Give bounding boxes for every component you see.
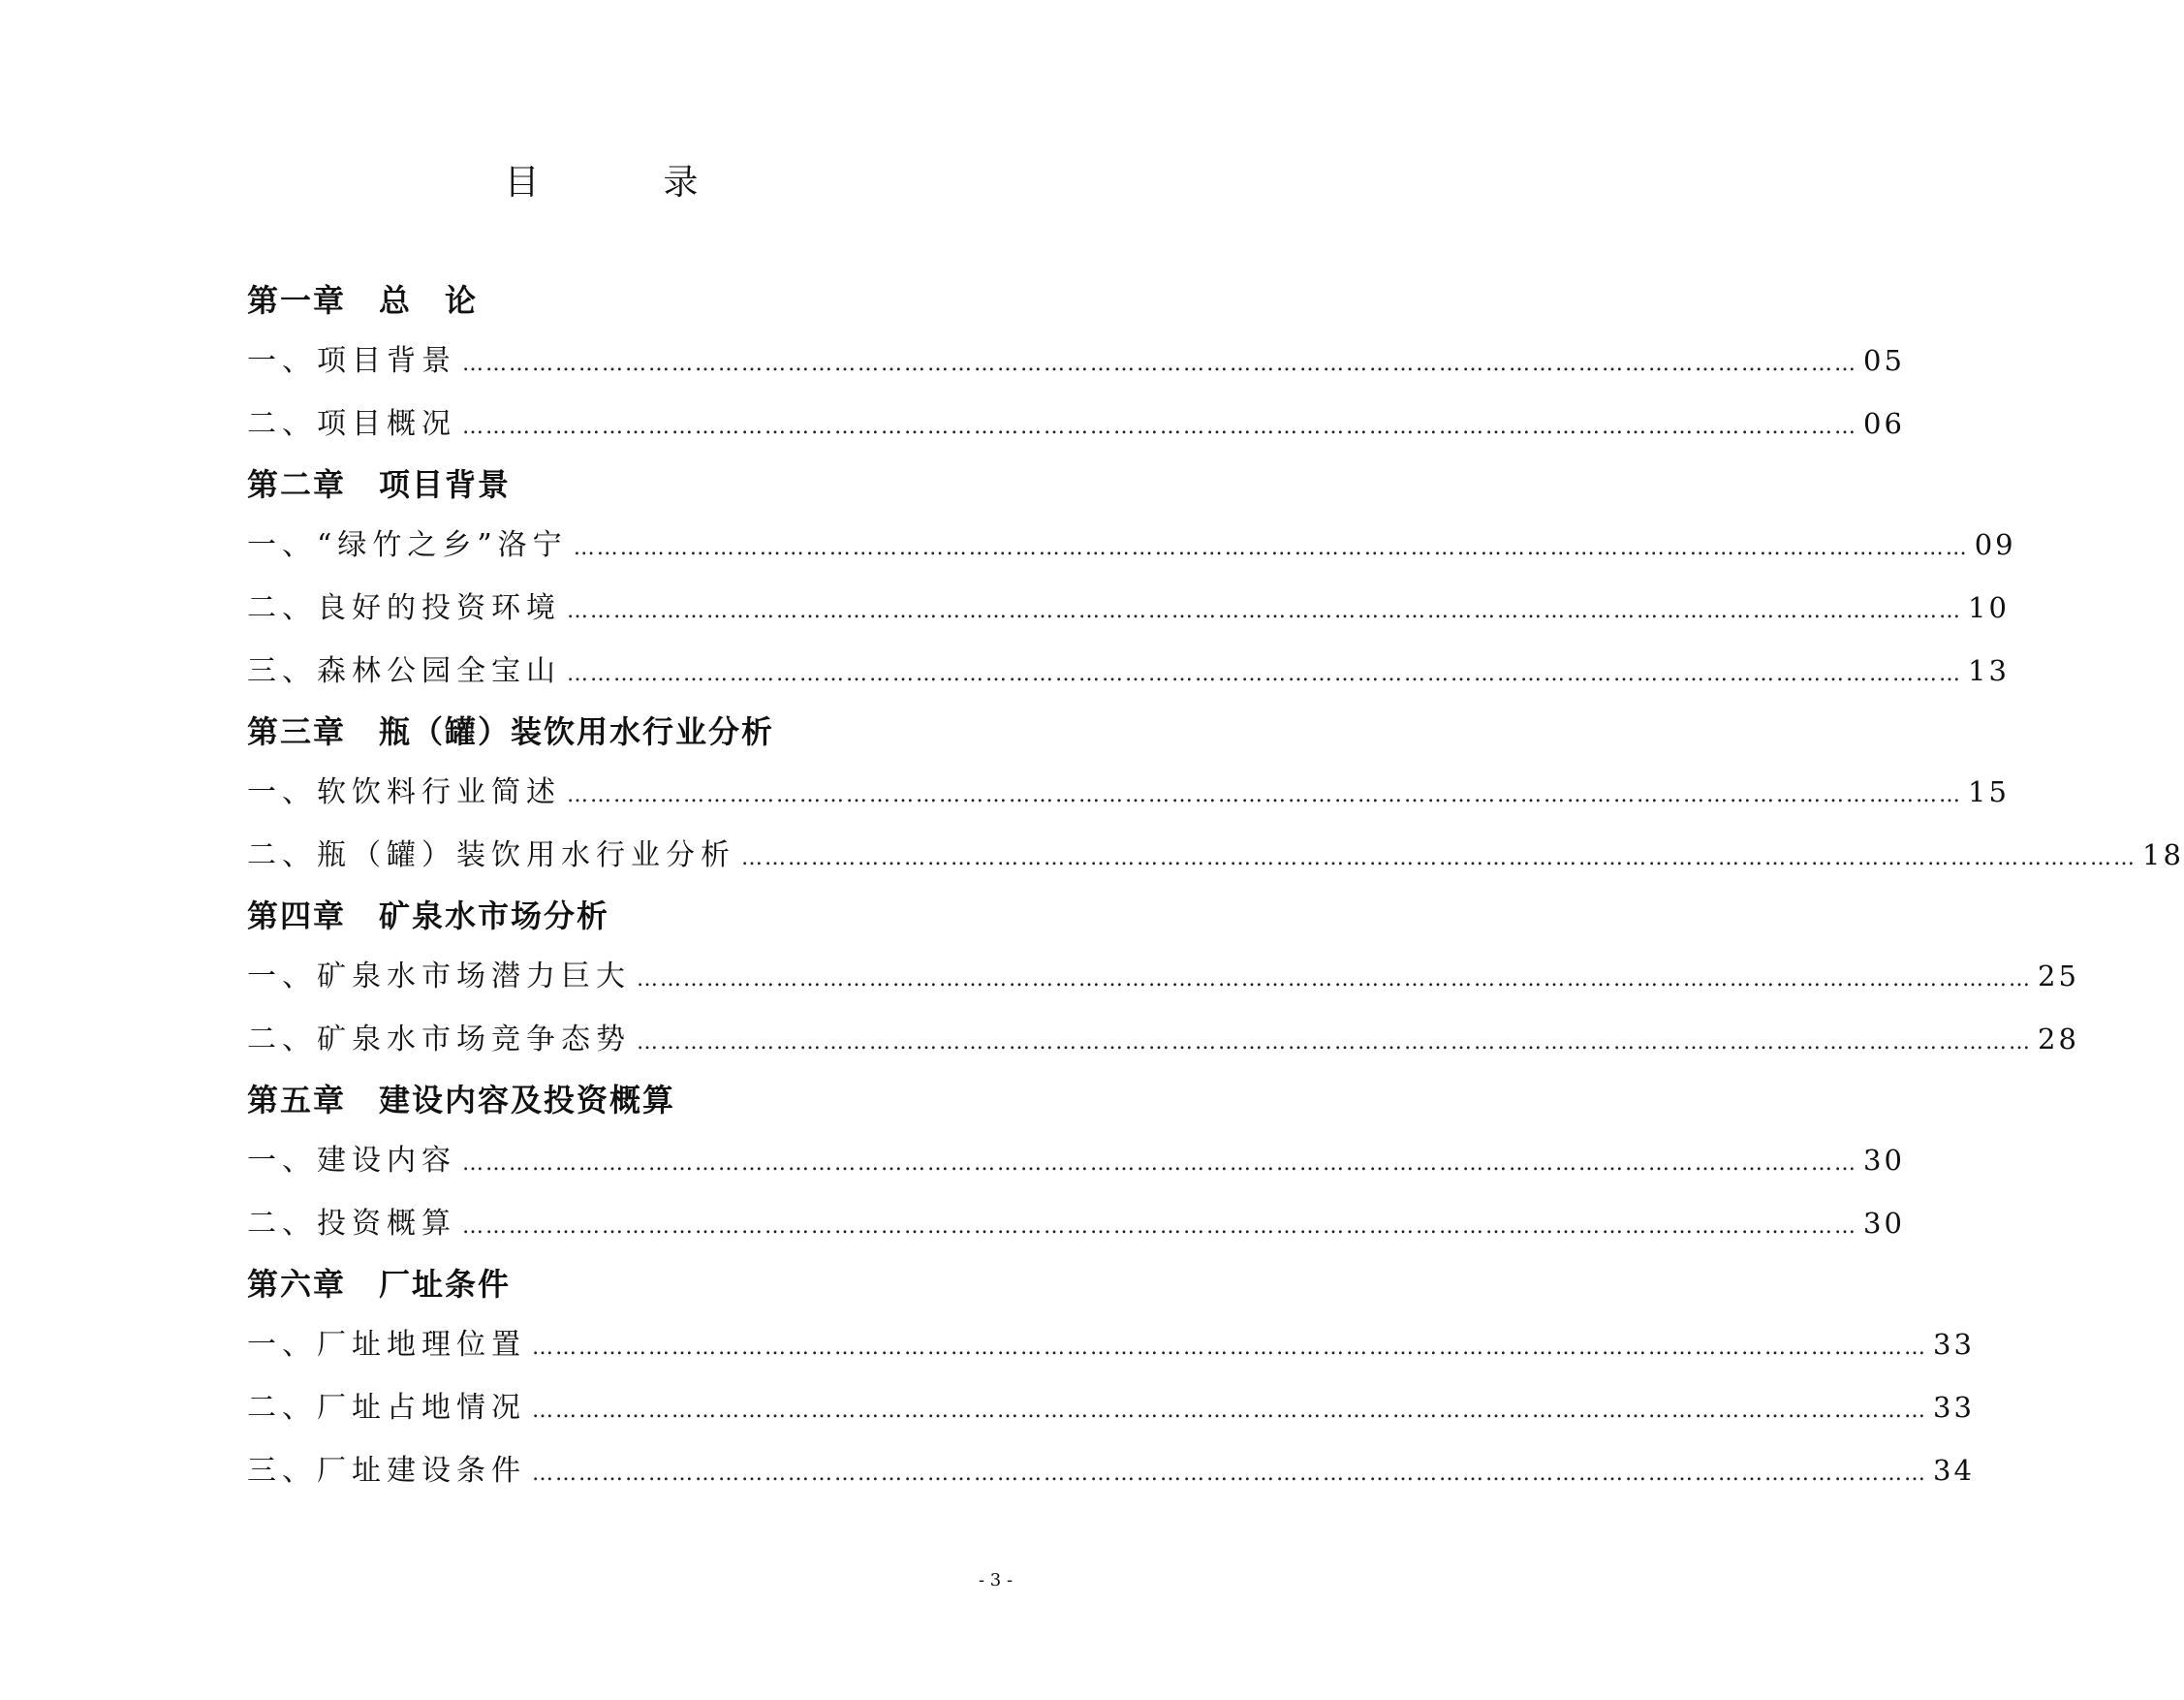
toc-entry-page: 28: [2038, 1023, 2079, 1055]
toc-entry-label: 一、建设内容: [247, 1144, 456, 1178]
toc-entry-page: 18: [2142, 838, 2184, 871]
toc-entry-label: 一、“绿竹之乡”洛宁: [247, 528, 568, 562]
dot-leader: ………………………………………………………………………………………………………………………………………………………………: [462, 1151, 1857, 1176]
dot-leader: ………………………………………………………………………………………………………………………………………………………………: [462, 352, 1857, 376]
dot-leader: ………………………………………………………………………………………………………………………………………………………………: [462, 415, 1857, 439]
chapter-heading: 第一章 总 论: [247, 282, 479, 319]
toc-entry-page: 10: [1968, 591, 2010, 624]
toc-entry[interactable]: [247, 1313, 1975, 1376]
toc-entry[interactable]: [247, 330, 1905, 393]
dot-leader: ………………………………………………………………………………………………………………………………………………………………: [637, 967, 2032, 992]
toc-entry[interactable]: [247, 1439, 1975, 1502]
toc-entry-page: 13: [1968, 654, 2010, 687]
toc-entry[interactable]: [247, 1376, 1975, 1439]
toc-entry-label: 一、矿泉水市场潜力巨大: [247, 960, 631, 993]
dot-leader: ………………………………………………………………………………………………………………………………………………………………: [567, 783, 1962, 807]
toc-entry-label: 二、项目概况: [247, 407, 456, 441]
toc-entry[interactable]: [247, 577, 2010, 640]
toc-entry-page: 30: [1863, 1207, 1905, 1240]
toc-entry-label: 一、项目背景: [247, 344, 456, 378]
toc-entry[interactable]: [247, 824, 2184, 887]
chapter-heading: 第六章 厂址条件: [247, 1266, 512, 1303]
toc-entry-page: 30: [1863, 1144, 1905, 1177]
toc-entry-label: 一、厂址地理位置: [247, 1328, 526, 1362]
toc-entry-label: 三、森林公园全宝山: [247, 654, 561, 688]
toc-entry[interactable]: [247, 1129, 1905, 1192]
toc-entry-label: 三、厂址建设条件: [247, 1454, 526, 1488]
toc-entry[interactable]: [247, 945, 2079, 1008]
page-title: 目 录: [504, 163, 743, 203]
toc-entry-page: 33: [1933, 1391, 1975, 1424]
dot-leader: ………………………………………………………………………………………………………………………………………………………………: [637, 1030, 2032, 1055]
dot-leader: ………………………………………………………………………………………………………………………………………………………………: [567, 599, 1962, 623]
toc-entry-page: 15: [1968, 775, 2010, 808]
toc-entry-page: 09: [1974, 528, 2016, 561]
toc-entry-label: 二、厂址占地情况: [247, 1391, 526, 1425]
chapter-heading: 第四章 矿泉水市场分析: [247, 897, 610, 934]
toc-entry-label: 一、软饮料行业简述: [247, 775, 561, 809]
toc-entry-label: 二、良好的投资环境: [247, 591, 561, 625]
toc-entry[interactable]: [247, 1192, 1905, 1255]
dot-leader: ………………………………………………………………………………………………………………………………………………………………: [532, 1336, 1927, 1360]
toc-entry[interactable]: [247, 393, 1905, 456]
toc-entry-label: 二、矿泉水市场竞争态势: [247, 1023, 631, 1056]
toc-entry[interactable]: [247, 1008, 2079, 1071]
toc-entry[interactable]: [247, 514, 2016, 577]
dot-leader: ………………………………………………………………………………………………………………………………………………………………: [532, 1462, 1927, 1486]
toc-entry[interactable]: [247, 640, 2010, 703]
dot-leader: ………………………………………………………………………………………………………………………………………………………………: [573, 536, 1969, 560]
toc-entry-page: 06: [1863, 407, 1905, 440]
dot-leader: ………………………………………………………………………………………………………………………………………………………………: [567, 662, 1962, 686]
toc-entry-label: 二、投资概算: [247, 1207, 456, 1241]
toc-entry-page: 34: [1933, 1454, 1975, 1487]
table-of-contents: [247, 271, 2184, 1502]
chapter-heading: 第五章 建设内容及投资概算: [247, 1082, 676, 1118]
toc-entry-page: 33: [1933, 1328, 1975, 1361]
toc-entry-page: 05: [1863, 344, 1905, 377]
toc-entry-page: 25: [2038, 960, 2079, 992]
dot-leader: ………………………………………………………………………………………………………………………………………………………………: [741, 846, 2137, 870]
dot-leader: ………………………………………………………………………………………………………………………………………………………………: [532, 1399, 1927, 1423]
chapter-heading: 第三章 瓶（罐）装饮用水行业分析: [247, 713, 775, 750]
toc-entry-label: 二、瓶（罐）装饮用水行业分析: [247, 838, 735, 872]
chapter-heading: 第二章 项目背景: [247, 466, 512, 503]
toc-entry[interactable]: [247, 761, 2010, 824]
dot-leader: ………………………………………………………………………………………………………………………………………………………………: [462, 1214, 1857, 1239]
page-number: - 3 -: [979, 1570, 1014, 1590]
